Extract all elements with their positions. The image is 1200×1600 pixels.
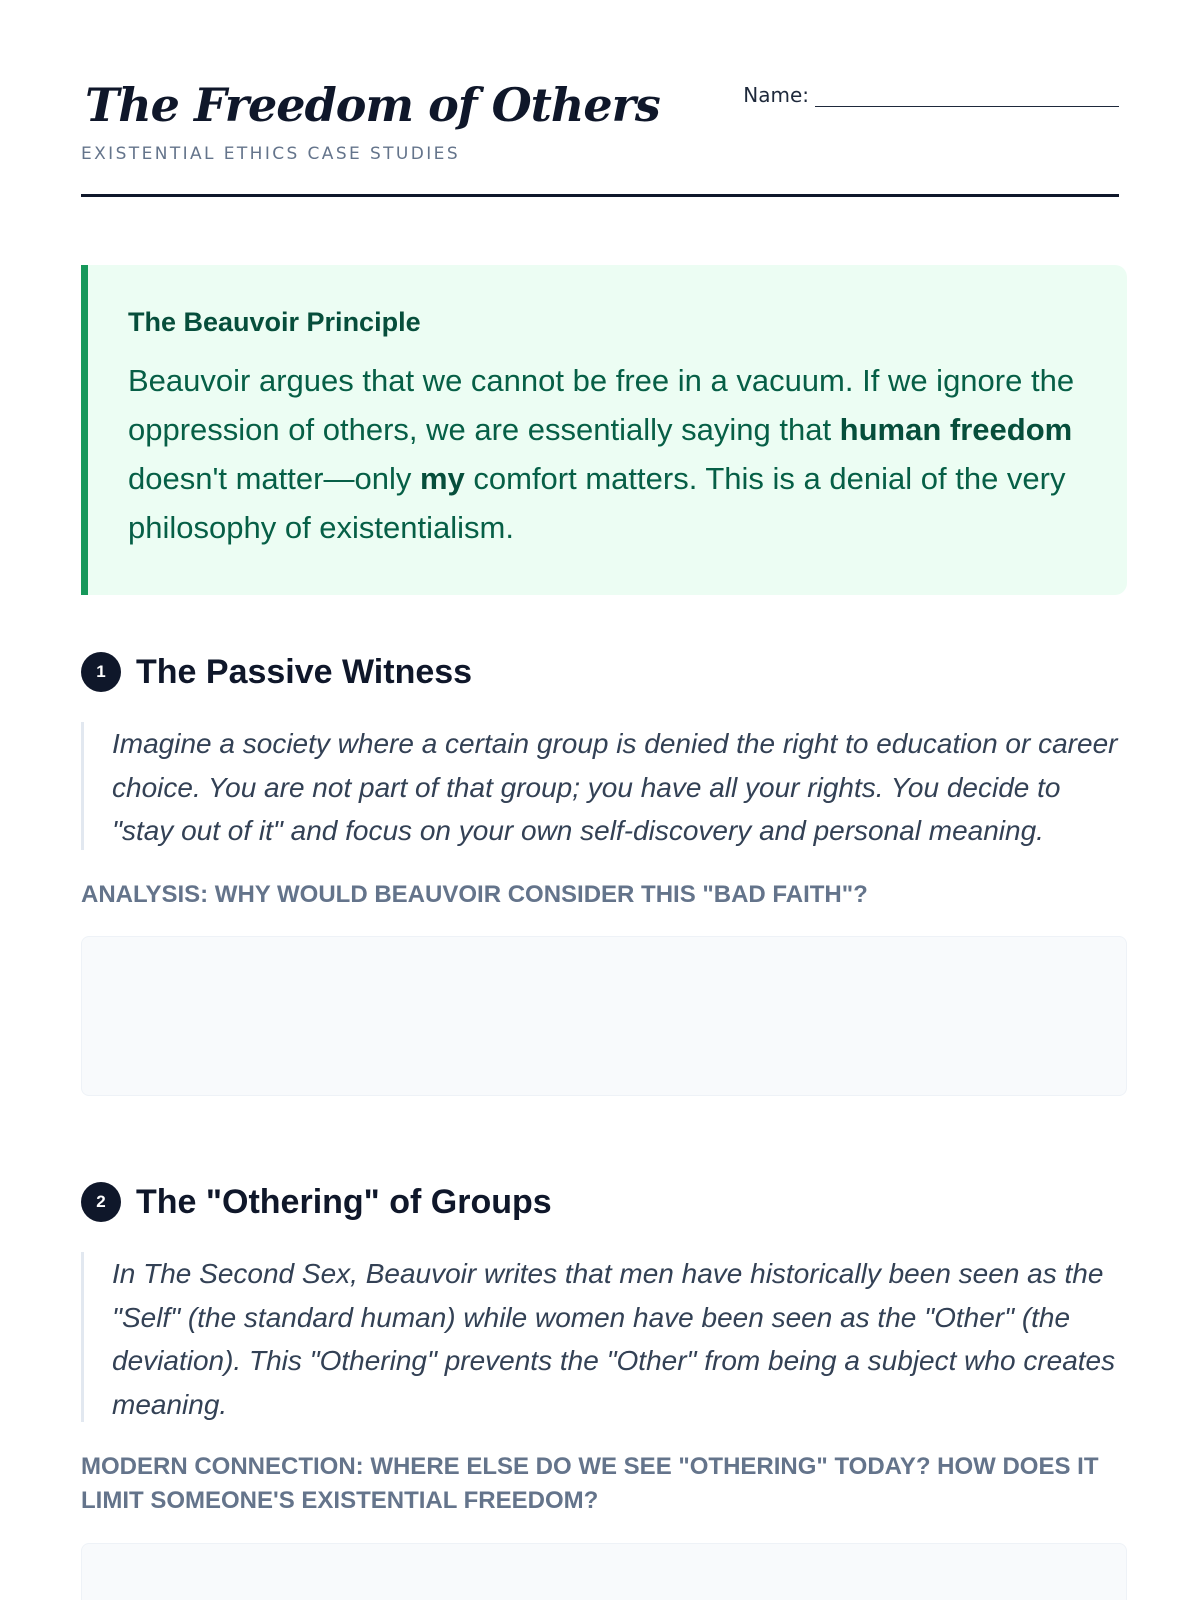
principle-text-part-3: comfort matters. This is a denial of the very philosophy of existentialism.	[128, 461, 1066, 545]
principle-heading: The Beauvoir Principle	[128, 307, 421, 337]
section-title: The Passive Witness	[136, 652, 473, 691]
section-title: The "Othering" of Groups	[136, 1182, 552, 1221]
scenario-text: Imagine a society where a certain group is denied the right to education or career choice. You are not part of that group; you have all your rights. You decide to "stay out of it" and focus on your own self-discovery and personal meaning.	[81, 722, 1127, 850]
section-heading-1	[81, 652, 472, 692]
principle-text	[128, 356, 1087, 552]
question-prompt: ANALYSIS: WHY WOULD BEAUVOIR CONSIDER THIS "BAD FAITH"?	[81, 881, 868, 908]
name-input-line[interactable]	[815, 84, 1119, 107]
question-prompt: MODERN CONNECTION: WHERE ELSE DO WE SEE "OTHERING" TODAY? HOW DOES IT LIMIT SOMEONE'S EXISTENTIAL FREEDOM?	[81, 1453, 1099, 1514]
principle-callout	[81, 265, 1127, 595]
answer-box[interactable]	[81, 936, 1127, 1096]
section-number-badge: 2	[81, 1182, 121, 1222]
worksheet-header	[81, 0, 1119, 197]
section-heading-2	[81, 1182, 552, 1222]
principle-emphasis-my: my	[419, 461, 465, 496]
principle-text-part-2: doesn't matter—only	[128, 461, 420, 496]
page-title: The Freedom of Others	[85, 78, 660, 132]
principle-text-part-1: Beauvoir argues that we cannot be free in a vacuum. If we ignore the oppression of others, we are essentially saying that	[128, 363, 1075, 447]
name-field	[743, 83, 1119, 107]
page-subtitle: EXISTENTIAL ETHICS CASE STUDIES	[81, 144, 461, 164]
section-number-badge: 1	[81, 652, 121, 692]
name-label: Name:	[743, 83, 809, 107]
scenario-text: In The Second Sex, Beauvoir writes that men have historically been seen as the "Self" (the standard human) while women have been seen as the "Other" (the deviation). This "Othering" prevents the "Other" from being a subject who creates meaning.	[81, 1252, 1127, 1422]
answer-box[interactable]	[81, 1543, 1127, 1600]
principle-emphasis-human-freedom: human freedom	[839, 412, 1073, 447]
